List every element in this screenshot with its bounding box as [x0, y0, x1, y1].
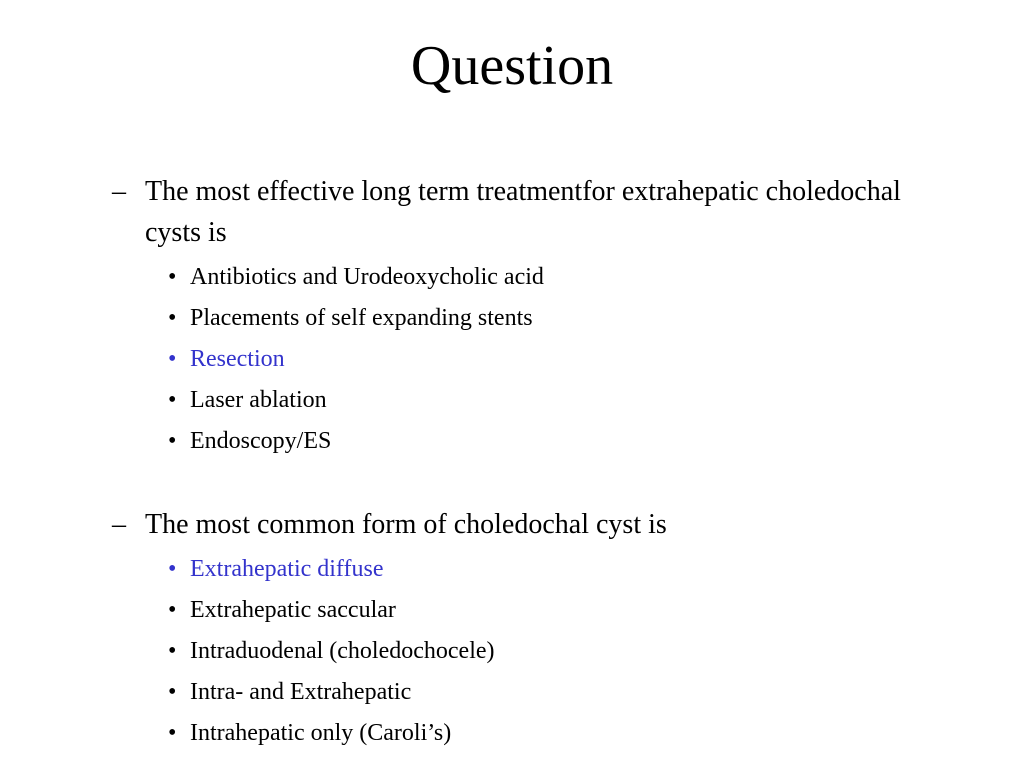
question-1-text: The most effective long term treatmentfor extrahepatic choledochal cysts is: [145, 176, 901, 248]
option-endoscopy: [112, 421, 912, 462]
option-label: Resection: [190, 346, 285, 372]
question-1: [112, 171, 912, 462]
bullet-icon: •: [168, 597, 177, 623]
bullet-icon: •: [168, 387, 177, 413]
option-label: Extrahepatic diffuse: [190, 556, 384, 582]
option-label: Placements of self expanding stents: [190, 305, 533, 331]
option-intrahepatic-only: [112, 713, 912, 754]
option-antibiotics: [112, 257, 912, 298]
bullet-icon: •: [168, 428, 177, 454]
option-extrahepatic-saccular: [112, 590, 912, 631]
option-label: Laser ablation: [190, 387, 327, 413]
option-intra-and-extrahepatic: [112, 672, 912, 713]
option-label: Extrahepatic saccular: [190, 597, 396, 623]
option-label: Antibiotics and Urodeoxycholic acid: [190, 264, 544, 290]
question-1-options: [112, 257, 912, 462]
dash-marker: –: [112, 176, 126, 207]
option-resection-answer: [112, 339, 912, 380]
bullet-icon: •: [168, 346, 177, 372]
option-intraduodenal: [112, 631, 912, 672]
question-1-text-line: [112, 171, 912, 253]
bullet-icon: •: [168, 720, 177, 746]
option-extrahepatic-diffuse-answer: [112, 549, 912, 590]
option-label: Endoscopy/ES: [190, 428, 332, 454]
option-label: Intra- and Extrahepatic: [190, 679, 412, 705]
question-2: [112, 504, 912, 754]
question-2-options: [112, 549, 912, 754]
option-laser-ablation: [112, 380, 912, 421]
bullet-icon: •: [168, 305, 177, 331]
question-2-text: The most common form of choledochal cyst is: [145, 509, 667, 540]
bullet-icon: •: [168, 264, 177, 290]
bullet-icon: •: [168, 556, 177, 582]
option-stents: [112, 298, 912, 339]
question-2-text-line: [112, 504, 912, 545]
dash-marker: –: [112, 509, 126, 540]
option-label: Intraduodenal (choledochocele): [190, 638, 495, 664]
option-label: Intrahepatic only (Caroli’s): [190, 720, 452, 746]
slide-title: Question: [410, 35, 614, 97]
bullet-icon: •: [168, 638, 177, 664]
bullet-icon: •: [168, 679, 177, 705]
